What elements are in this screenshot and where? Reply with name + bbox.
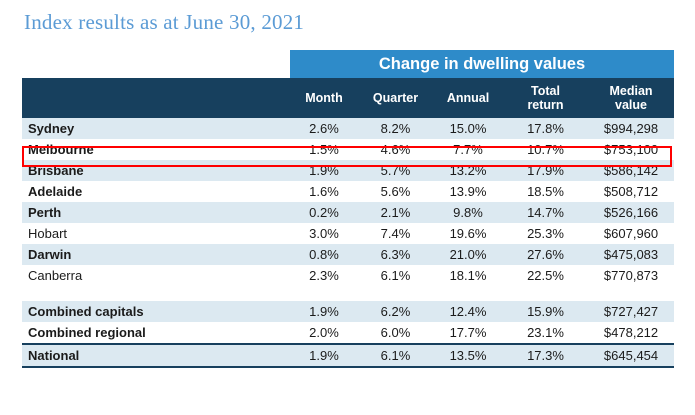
cell-total-return: 22.5% — [503, 265, 588, 286]
cell-city: Perth — [22, 202, 290, 223]
cell-month: 1.5% — [290, 139, 358, 160]
cell-annual: 13.9% — [433, 181, 503, 202]
cell-median: $994,298 — [588, 118, 674, 139]
cell-annual: 19.6% — [433, 223, 503, 244]
table-row — [22, 344, 674, 367]
cell-total-return: 17.8% — [503, 118, 588, 139]
table-row — [22, 118, 674, 139]
cell-median: $586,142 — [588, 160, 674, 181]
column-header-total-return-line1: Total — [531, 84, 560, 98]
table-row — [22, 181, 674, 202]
cell-quarter: 5.7% — [358, 160, 433, 181]
index-results-table-wrapper — [22, 50, 674, 368]
table-body — [22, 118, 674, 367]
cell-month: 1.9% — [290, 301, 358, 322]
cell-total-return: 27.6% — [503, 244, 588, 265]
column-header-quarter: Quarter — [358, 78, 433, 118]
cell-median: $607,960 — [588, 223, 674, 244]
cell-month: 1.6% — [290, 181, 358, 202]
table-spacer-row — [22, 286, 674, 301]
cell-median: $770,873 — [588, 265, 674, 286]
cell-city: Canberra — [22, 265, 290, 286]
cell-total-return: 17.3% — [503, 344, 588, 367]
cell-median: $645,454 — [588, 344, 674, 367]
table-row — [22, 160, 674, 181]
banner-change-in-dwelling-values: Change in dwelling values — [290, 50, 674, 78]
cell-month: 2.3% — [290, 265, 358, 286]
cell-city: Brisbane — [22, 160, 290, 181]
cell-median: $475,083 — [588, 244, 674, 265]
cell-quarter: 8.2% — [358, 118, 433, 139]
table-row — [22, 139, 674, 160]
column-header-row — [22, 78, 674, 118]
cell-month: 1.9% — [290, 160, 358, 181]
cell-city: Melbourne — [22, 139, 290, 160]
cell-city: Adelaide — [22, 181, 290, 202]
cell-city: Hobart — [22, 223, 290, 244]
banner-row — [22, 50, 674, 78]
cell-quarter: 2.1% — [358, 202, 433, 223]
cell-total-return: 15.9% — [503, 301, 588, 322]
cell-month: 1.9% — [290, 344, 358, 367]
cell-quarter: 6.1% — [358, 344, 433, 367]
cell-annual: 21.0% — [433, 244, 503, 265]
cell-median: $508,712 — [588, 181, 674, 202]
column-header-median-line1: Median — [609, 84, 653, 98]
table-row — [22, 301, 674, 322]
cell-annual: 18.1% — [433, 265, 503, 286]
table-header — [22, 50, 674, 118]
cell-annual: 15.0% — [433, 118, 503, 139]
table-row — [22, 244, 674, 265]
column-header-median-line2: value — [615, 98, 647, 112]
cell-quarter: 6.2% — [358, 301, 433, 322]
table-row — [22, 322, 674, 344]
cell-total-return: 18.5% — [503, 181, 588, 202]
cell-month: 2.6% — [290, 118, 358, 139]
cell-quarter: 6.0% — [358, 322, 433, 344]
cell-city: Combined capitals — [22, 301, 290, 322]
cell-month: 3.0% — [290, 223, 358, 244]
table-spacer-cell — [22, 286, 674, 301]
cell-annual: 17.7% — [433, 322, 503, 344]
cell-median: $727,427 — [588, 301, 674, 322]
cell-annual: 7.7% — [433, 139, 503, 160]
column-header-total-return — [503, 78, 588, 118]
cell-median: $753,100 — [588, 139, 674, 160]
cell-total-return: 25.3% — [503, 223, 588, 244]
cell-median: $526,166 — [588, 202, 674, 223]
column-header-total-return-line2: return — [527, 98, 564, 112]
cell-month: 0.8% — [290, 244, 358, 265]
cell-total-return: 17.9% — [503, 160, 588, 181]
cell-city: Darwin — [22, 244, 290, 265]
cell-total-return: 23.1% — [503, 322, 588, 344]
cell-annual: 9.8% — [433, 202, 503, 223]
index-results-table — [22, 50, 674, 368]
cell-quarter: 6.3% — [358, 244, 433, 265]
cell-quarter: 6.1% — [358, 265, 433, 286]
column-header-annual: Annual — [433, 78, 503, 118]
cell-annual: 12.4% — [433, 301, 503, 322]
cell-city: Sydney — [22, 118, 290, 139]
cell-month: 2.0% — [290, 322, 358, 344]
cell-total-return: 14.7% — [503, 202, 588, 223]
column-header-median-value — [588, 78, 674, 118]
cell-city: Combined regional — [22, 322, 290, 344]
cell-quarter: 5.6% — [358, 181, 433, 202]
cell-city: National — [22, 344, 290, 367]
cell-month: 0.2% — [290, 202, 358, 223]
banner-spacer — [22, 50, 290, 78]
column-header-month: Month — [290, 78, 358, 118]
cell-total-return: 10.7% — [503, 139, 588, 160]
table-row — [22, 265, 674, 286]
table-row — [22, 223, 674, 244]
cell-annual: 13.2% — [433, 160, 503, 181]
cell-median: $478,212 — [588, 322, 674, 344]
cell-quarter: 7.4% — [358, 223, 433, 244]
page-title: Index results as at June 30, 2021 — [24, 10, 305, 34]
table-row — [22, 202, 674, 223]
cell-quarter: 4.6% — [358, 139, 433, 160]
cell-annual: 13.5% — [433, 344, 503, 367]
column-header-city — [22, 78, 290, 118]
